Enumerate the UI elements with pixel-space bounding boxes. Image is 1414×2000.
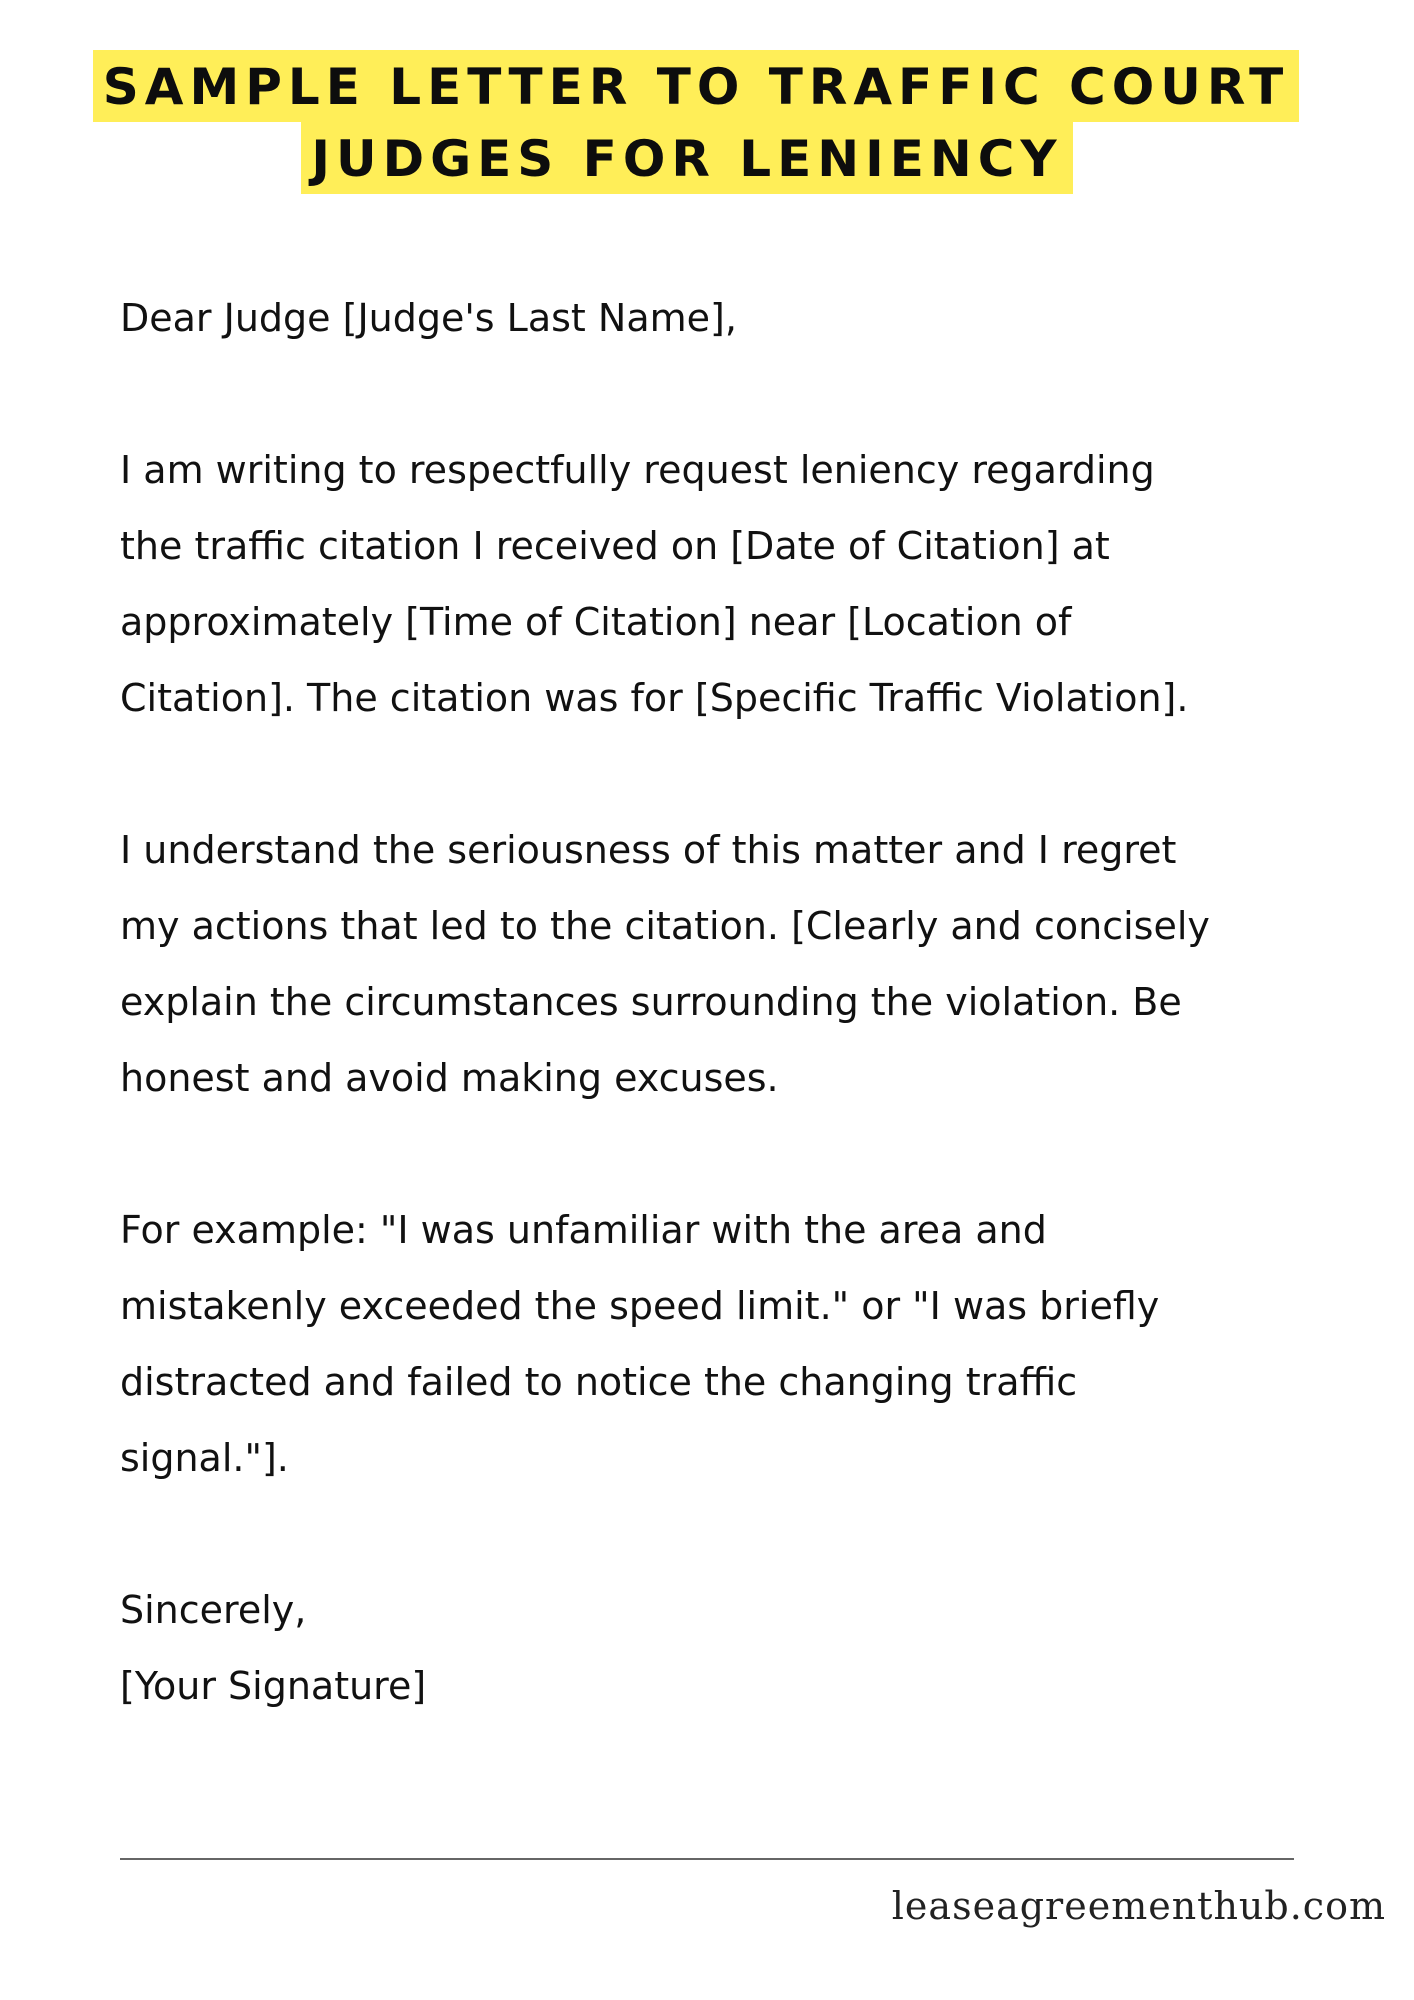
- paragraph-line: I understand the seriousness of this matter and I regret: [120, 828, 1177, 872]
- paragraph-line: explain the circumstances surrounding the violation. Be: [120, 980, 1182, 1024]
- closing-text: Sincerely,: [120, 1588, 307, 1632]
- title-line-2: JUDGES FOR LENIENCY: [301, 122, 1072, 194]
- paragraph-line: Citation]. The citation was for [Specific Traffic Violation].: [120, 676, 1189, 720]
- paragraph-line: the traffic citation I received on [Date of Citation] at: [120, 524, 1110, 568]
- footer-website: leaseagreementhub.com: [891, 1884, 1386, 1928]
- paragraph-line: I am writing to respectfully request leniency regarding: [120, 448, 1155, 492]
- paragraph-example: [120, 1192, 1350, 1496]
- salutation-text: Dear Judge [Judge's Last Name],: [120, 296, 737, 340]
- paragraph-line: my actions that led to the citation. [Clearly and concisely: [120, 904, 1210, 948]
- closing-block: [120, 1572, 1350, 1724]
- paragraph-line: approximately [Time of Citation] near [Location of: [120, 600, 1072, 644]
- paragraph-request: [120, 432, 1350, 736]
- paragraph-line: distracted and failed to notice the changing traffic: [120, 1360, 1078, 1404]
- letter-body: [120, 280, 1350, 1724]
- paragraph-line: For example: "I was unfamiliar with the area and: [120, 1208, 1047, 1252]
- paragraph-line: mistakenly exceeded the speed limit." or "I was briefly: [120, 1284, 1160, 1328]
- paragraph-line: honest and avoid making excuses.: [120, 1056, 779, 1100]
- footer-divider: [120, 1858, 1294, 1860]
- signature-placeholder: [Your Signature]: [120, 1664, 427, 1708]
- document-title: [0, 50, 1414, 194]
- salutation: [120, 280, 1350, 356]
- paragraph-explanation: [120, 812, 1350, 1116]
- title-line-1: SAMPLE LETTER TO TRAFFIC COURT: [93, 50, 1299, 122]
- paragraph-line: signal."].: [120, 1436, 289, 1480]
